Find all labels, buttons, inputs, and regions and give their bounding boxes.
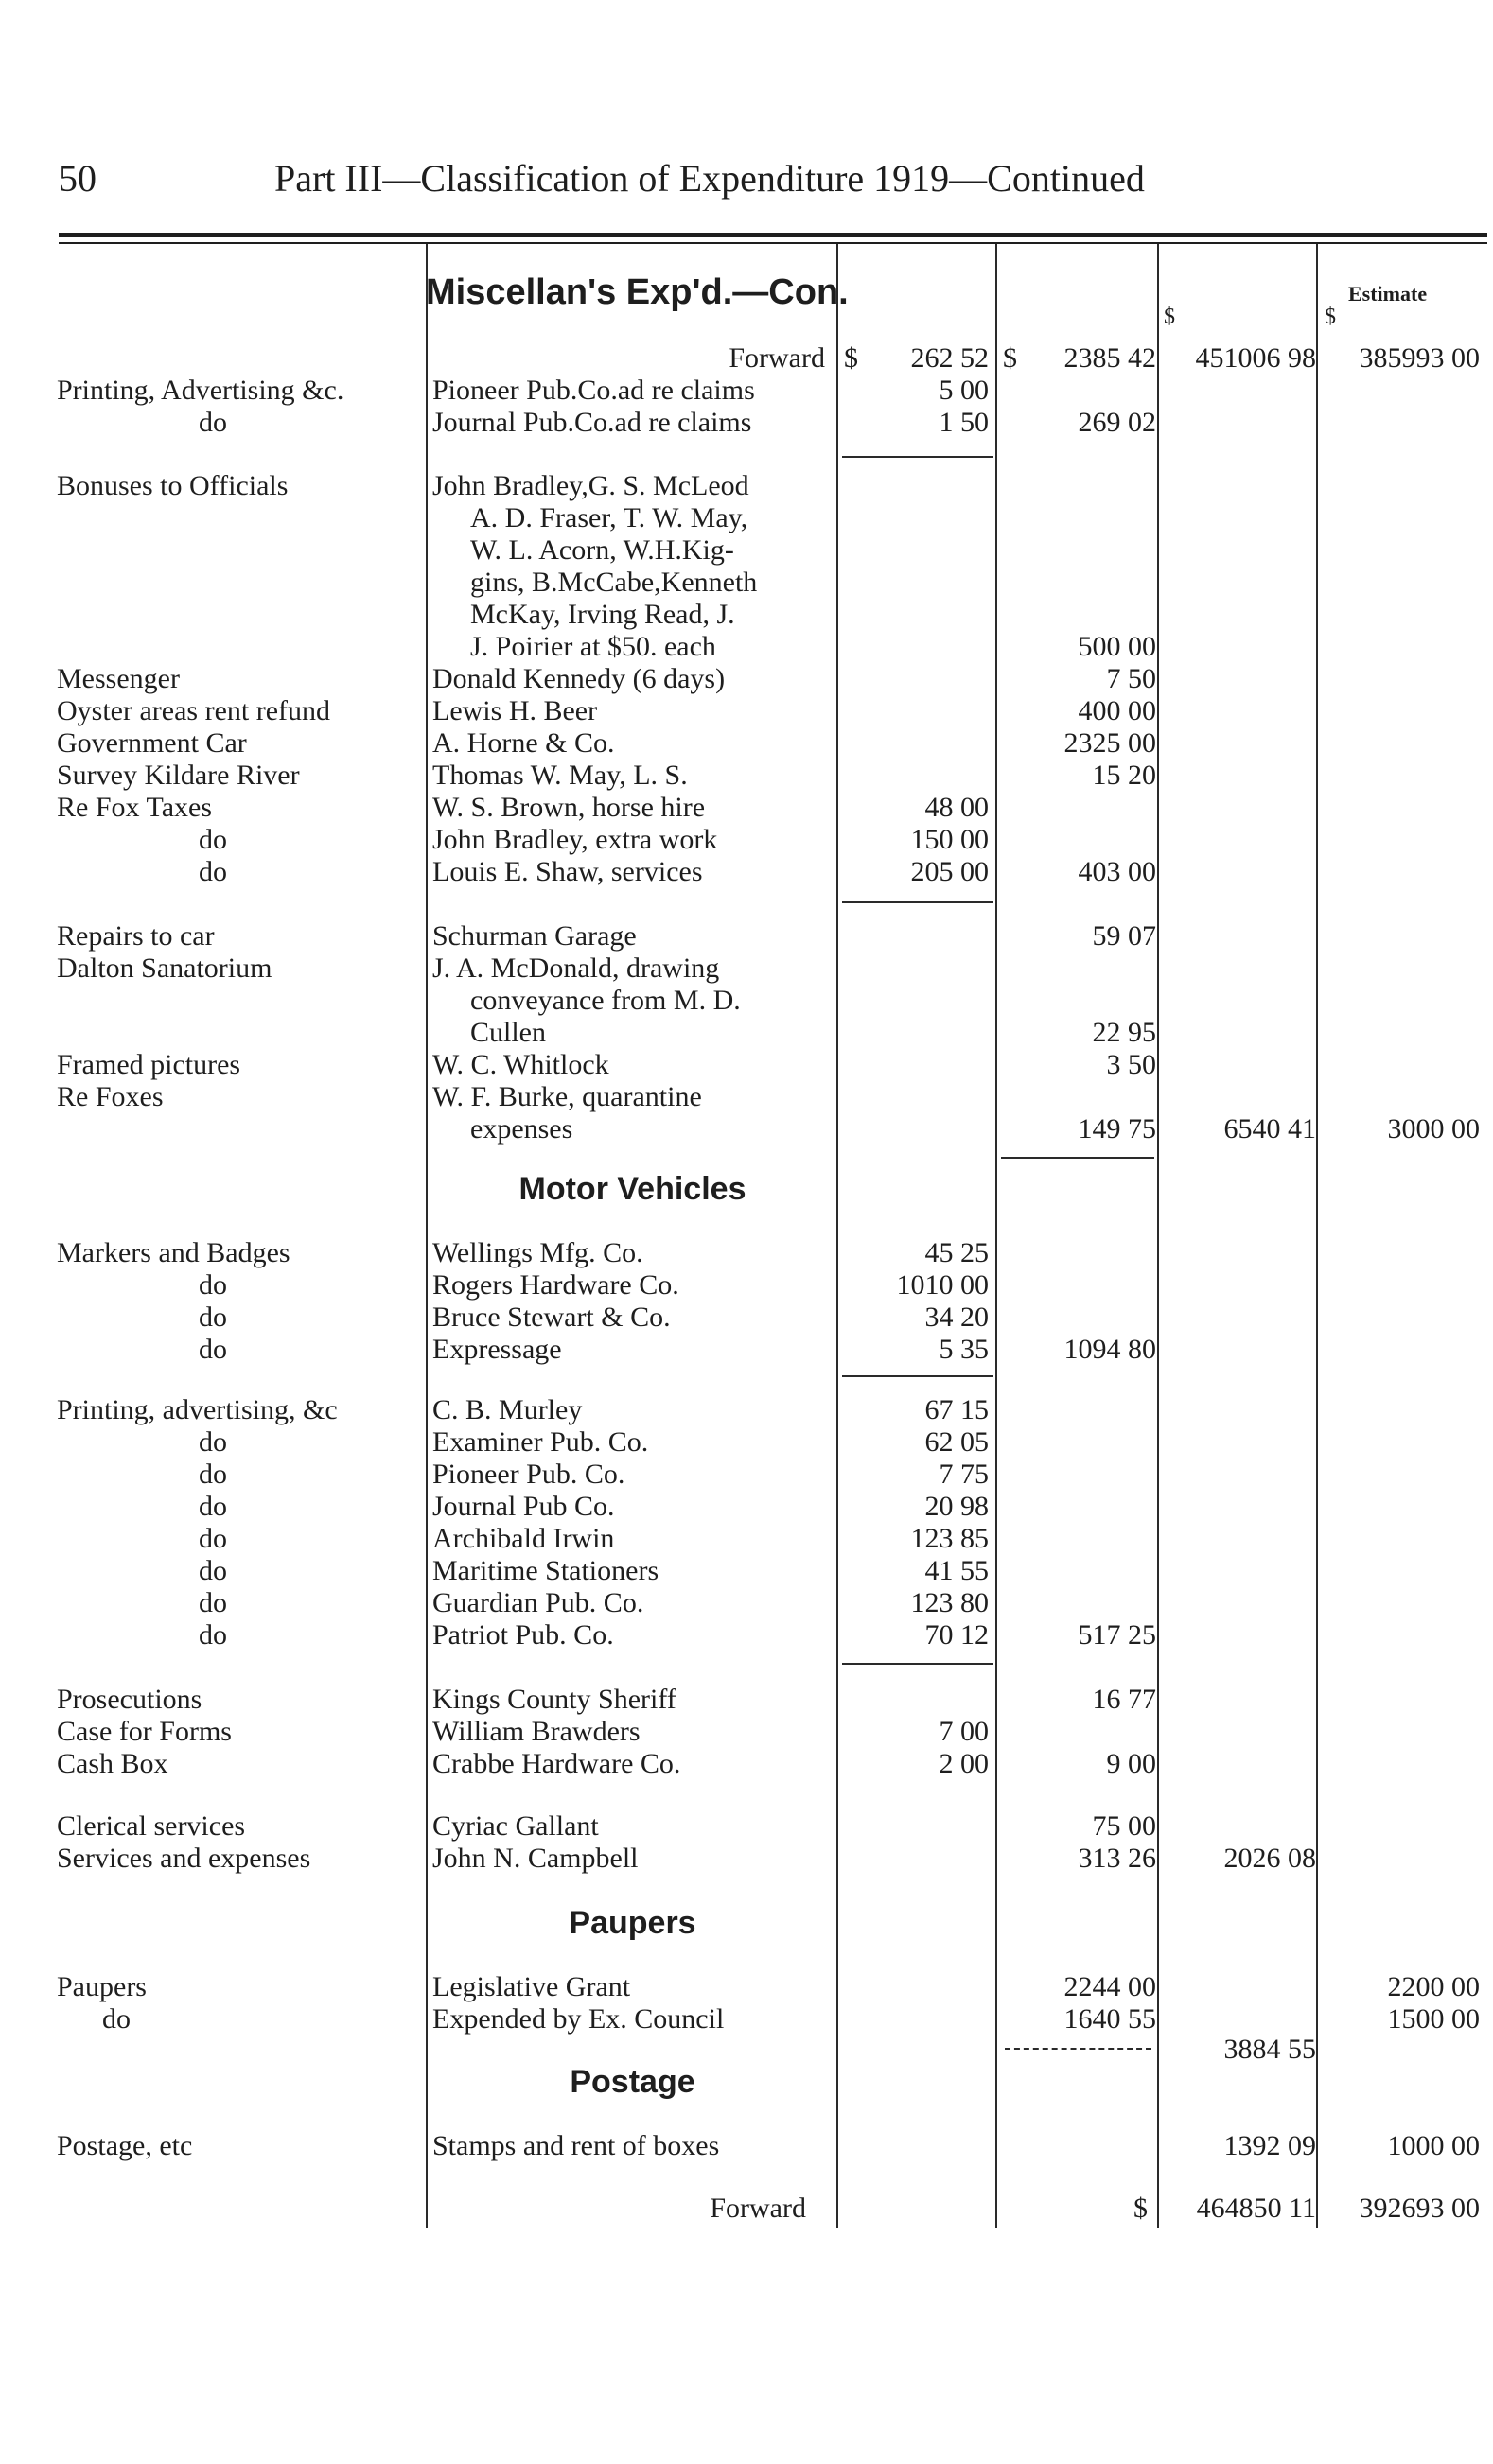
subtotal-rule (842, 456, 993, 458)
forward-top-dollar-c1: $ (844, 342, 858, 374)
motor-row14-c1: 7 00 (939, 1716, 989, 1747)
subtotal-rule (842, 901, 993, 903)
subtotal-rule (842, 1375, 993, 1377)
row9-payee: John Bradley, extra work (432, 824, 718, 855)
row10-payee: Louis E. Shaw, services (432, 856, 703, 887)
row14-class: Re Foxes (57, 1081, 164, 1112)
paupers-total: 3884 55 (1223, 2034, 1316, 2065)
motor-row9-c1: 123 85 (910, 1523, 989, 1554)
motor-row1-class: Markers and Badges (57, 1237, 290, 1268)
row6-payee: A. Horne & Co. (432, 727, 615, 759)
motor-row16-c2: 75 00 (1092, 1810, 1156, 1842)
motor-row12-c2: 517 25 (1078, 1619, 1156, 1651)
paupers-row1-c4: 2200 00 (1387, 1971, 1480, 2002)
motor-row3-class: do (199, 1302, 227, 1333)
row2-payee: Journal Pub.Co.ad re claims (432, 407, 752, 438)
motor-row15-c1: 2 00 (939, 1748, 989, 1779)
motor-row2-c1: 1010 00 (896, 1269, 989, 1301)
motor-row12-class: do (199, 1619, 227, 1651)
motor-row1-payee: Wellings Mfg. Co. (432, 1237, 643, 1268)
row4-payee: Donald Kennedy (6 days) (432, 663, 726, 694)
row3-payee-line4: gins, B.McCabe,Kenneth (470, 567, 758, 598)
row2-c1: 1 50 (939, 407, 989, 438)
row3-payee: John Bradley,G. S. McLeod (432, 470, 749, 501)
row10-c2: 403 00 (1078, 856, 1156, 887)
motor-row4-c1: 5 35 (939, 1334, 989, 1365)
postage-row1-c3: 1392 09 (1223, 2130, 1316, 2161)
motor-row3-payee: Bruce Stewart & Co. (432, 1302, 671, 1333)
motor-row13-payee: Kings County Sheriff (432, 1684, 676, 1715)
row10-c1: 205 00 (910, 856, 989, 887)
motor-row8-c1: 20 98 (924, 1491, 989, 1522)
motor-row7-c1: 7 75 (939, 1459, 989, 1490)
row2-c2: 269 02 (1078, 407, 1156, 438)
forward-bottom-c3: 464850 11 (1196, 2193, 1316, 2224)
motor-row2-class: do (199, 1269, 227, 1301)
header-rule-thin (59, 242, 1487, 244)
paupers-row1-payee: Legislative Grant (432, 1971, 631, 2002)
row11-class: Repairs to car (57, 920, 215, 952)
divider-c2 (995, 244, 997, 2228)
motor-row14-class: Case for Forms (57, 1716, 232, 1747)
motor-row13-class: Prosecutions (57, 1684, 202, 1715)
section-heading: Miscellan's Exp'd.—Con. (426, 272, 849, 312)
forward-top-label: Forward (729, 342, 825, 374)
row3-payee-line2: A. D. Fraser, T. W. May, (470, 502, 748, 533)
row14-payee: W. F. Burke, quarantine (432, 1081, 702, 1112)
row1-payee: Pioneer Pub.Co.ad re claims (432, 375, 755, 406)
row14-c4: 3000 00 (1387, 1113, 1480, 1145)
forward-top-c3: 451006 98 (1195, 342, 1316, 374)
paupers-row2-c4: 1500 00 (1387, 2003, 1480, 2035)
motor-row4-class: do (199, 1334, 227, 1365)
row12-payee: J. A. McDonald, drawing (432, 952, 720, 984)
row1-c1: 5 00 (939, 375, 989, 406)
forward-bottom-dollar: $ (1133, 2193, 1148, 2224)
motor-row4-payee: Expressage (432, 1334, 562, 1365)
motor-row5-class: Printing, advertising, &c (57, 1394, 338, 1425)
forward-top-c4: 385993 00 (1359, 342, 1480, 374)
motor-row12-payee: Patriot Pub. Co. (432, 1619, 614, 1651)
row3-class: Bonuses to Officials (57, 470, 289, 501)
row7-payee: Thomas W. May, L. S. (432, 760, 688, 791)
paupers-row2-payee: Expended by Ex. Council (432, 2003, 725, 2035)
motor-heading: Motor Vehicles (518, 1171, 746, 1207)
paupers-row1-class: Paupers (57, 1971, 147, 2002)
row3-payee-line3: W. L. Acorn, W.H.Kig- (470, 534, 734, 566)
motor-row3-c1: 34 20 (924, 1302, 989, 1333)
row12-c2: 22 95 (1092, 1017, 1156, 1048)
motor-row4-c2: 1094 80 (1063, 1334, 1156, 1365)
motor-row6-class: do (199, 1426, 227, 1458)
row13-payee: W. C. Whitlock (432, 1049, 609, 1080)
motor-row13-c2: 16 77 (1092, 1684, 1156, 1715)
row4-c2: 7 50 (1106, 663, 1156, 694)
estimate-label: Estimate (1348, 282, 1428, 306)
motor-row17-c3: 2026 08 (1223, 1843, 1316, 1874)
motor-row15-payee: Crabbe Hardware Co. (432, 1748, 681, 1779)
row5-payee: Lewis H. Beer (432, 695, 598, 726)
motor-row6-c1: 62 05 (924, 1426, 989, 1458)
paupers-heading: Paupers (569, 1905, 696, 1941)
motor-row12-c1: 70 12 (924, 1619, 989, 1651)
row13-c2: 3 50 (1106, 1049, 1156, 1080)
row9-class: do (199, 824, 227, 855)
row6-class: Government Car (57, 727, 247, 759)
motor-row9-class: do (199, 1523, 227, 1554)
motor-row1-c1: 45 25 (924, 1237, 989, 1268)
divider-c4 (1316, 244, 1318, 2228)
motor-row17-payee: John N. Campbell (432, 1843, 639, 1874)
row14-c3: 6540 41 (1223, 1113, 1316, 1145)
motor-row8-payee: Journal Pub Co. (432, 1491, 615, 1522)
motor-row16-class: Clerical services (57, 1810, 246, 1842)
motor-row6-payee: Examiner Pub. Co. (432, 1426, 649, 1458)
motor-row7-class: do (199, 1459, 227, 1490)
header-rule-thick (59, 233, 1487, 237)
row3-c2: 500 00 (1078, 631, 1156, 662)
row7-class: Survey Kildare River (57, 760, 300, 791)
row4-class: Messenger (57, 663, 180, 694)
row12-payee-line3: Cullen (470, 1017, 546, 1048)
postage-row1-class: Postage, etc (57, 2130, 193, 2161)
paupers-row2-class: do (102, 2003, 131, 2035)
motor-row17-c2: 313 26 (1078, 1843, 1156, 1874)
row5-c2: 400 00 (1078, 695, 1156, 726)
paupers-row1-c2: 2244 00 (1063, 1971, 1156, 2002)
motor-row10-class: do (199, 1555, 227, 1586)
motor-row8-class: do (199, 1491, 227, 1522)
motor-row17-class: Services and expenses (57, 1843, 311, 1874)
motor-row5-c1: 67 15 (924, 1394, 989, 1425)
forward-top-c1: 262 52 (910, 342, 989, 374)
row12-payee-line2: conveyance from M. D. (470, 985, 741, 1016)
dollar-c3: $ (1164, 305, 1175, 329)
motor-row10-payee: Maritime Stationers (432, 1555, 659, 1586)
motor-row10-c1: 41 55 (924, 1555, 989, 1586)
page-title: Part III—Classification of Expenditure 1919—Continued (274, 157, 1145, 200)
motor-row2-payee: Rogers Hardware Co. (432, 1269, 679, 1301)
row5-class: Oyster areas rent refund (57, 695, 331, 726)
motor-row14-payee: William Brawders (432, 1716, 641, 1747)
row12-class: Dalton Sanatorium (57, 952, 272, 984)
subtotal-rule (1005, 2048, 1151, 2050)
row13-class: Framed pictures (57, 1049, 241, 1080)
row8-class: Re Fox Taxes (57, 792, 213, 823)
subtotal-rule (1001, 1157, 1154, 1159)
dollar-c4: $ (1325, 305, 1336, 329)
postage-heading: Postage (570, 2064, 695, 2100)
row7-c2: 15 20 (1092, 760, 1156, 791)
row1-class: Printing, Advertising &c. (57, 375, 344, 406)
motor-row5-payee: C. B. Murley (432, 1394, 583, 1425)
forward-bottom-label: Forward (710, 2193, 806, 2224)
row11-c2: 59 07 (1092, 920, 1156, 952)
motor-row16-payee: Cyriac Gallant (432, 1810, 599, 1842)
row9-c1: 150 00 (910, 824, 989, 855)
row14-payee-line2: expenses (470, 1113, 573, 1145)
row8-c1: 48 00 (924, 792, 989, 823)
row10-class: do (199, 856, 227, 887)
motor-row11-class: do (199, 1587, 227, 1618)
motor-row11-c1: 123 80 (910, 1587, 989, 1618)
forward-bottom-c4: 392693 00 (1359, 2193, 1480, 2224)
divider-c3 (1157, 244, 1159, 2228)
motor-row9-payee: Archibald Irwin (432, 1523, 615, 1554)
motor-row15-c2: 9 00 (1106, 1748, 1156, 1779)
row14-c2: 149 75 (1078, 1113, 1156, 1145)
row6-c2: 2325 00 (1063, 727, 1156, 759)
motor-row11-payee: Guardian Pub. Co. (432, 1587, 644, 1618)
motor-row7-payee: Pioneer Pub. Co. (432, 1459, 625, 1490)
row2-class: do (199, 407, 227, 438)
postage-row1-payee: Stamps and rent of boxes (432, 2130, 720, 2161)
page-number: 50 (59, 157, 97, 200)
subtotal-rule (842, 1663, 993, 1665)
forward-top-c2: 2385 42 (1063, 342, 1156, 374)
paupers-row2-c2: 1640 55 (1063, 2003, 1156, 2035)
row8-payee: W. S. Brown, horse hire (432, 792, 706, 823)
postage-row1-c4: 1000 00 (1387, 2130, 1480, 2161)
forward-top-dollar-c2: $ (1003, 342, 1017, 374)
motor-row15-class: Cash Box (57, 1748, 168, 1779)
row3-payee-line6: J. Poirier at $50. each (470, 631, 716, 662)
row11-payee: Schurman Garage (432, 920, 637, 952)
row3-payee-line5: McKay, Irving Read, J. (470, 599, 735, 630)
